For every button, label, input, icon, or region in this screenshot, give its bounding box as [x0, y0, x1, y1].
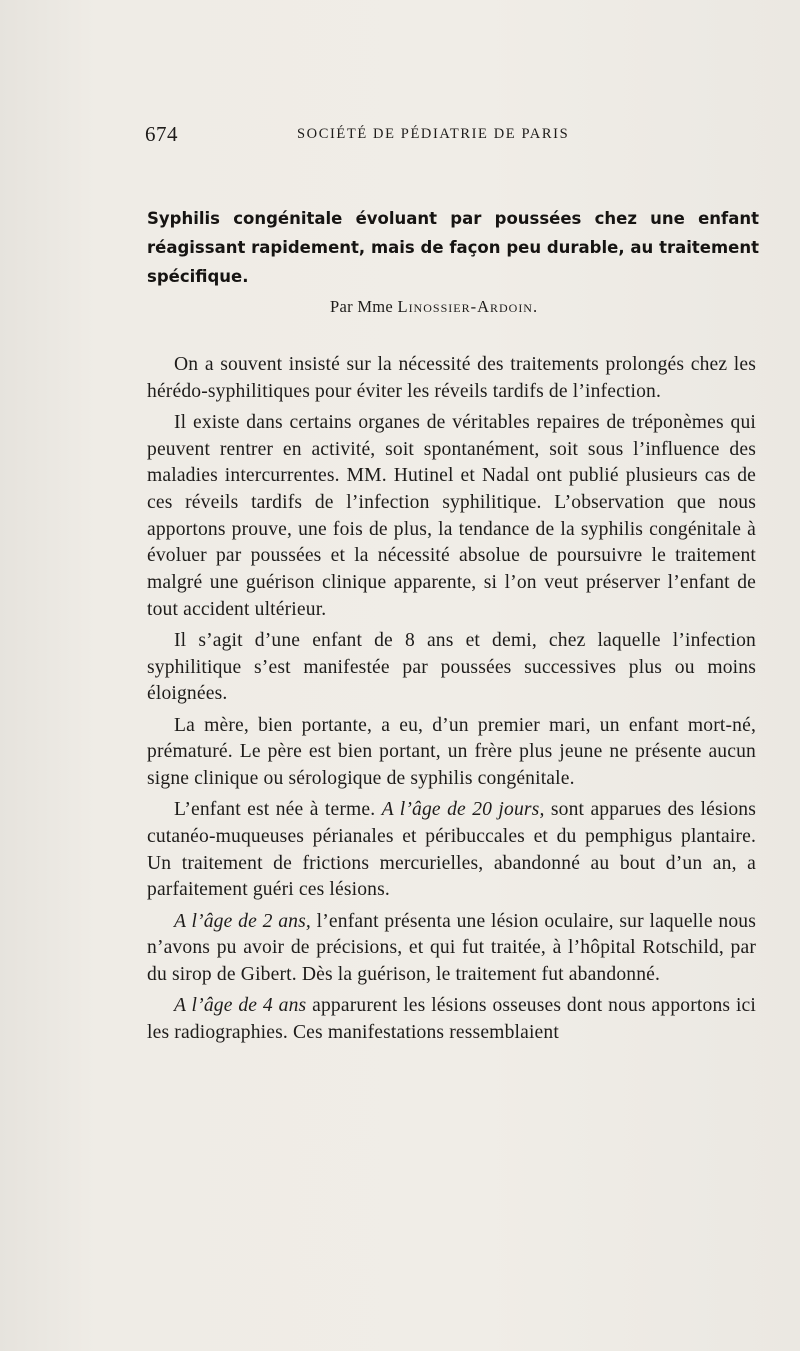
- paragraph-4: La mère, bien portante, a eu, d’un premier mari, un enfant mort-né, prématuré. Le père est bien portant, un frère plus jeune ne présente aucun signe clinique ou sérologique de syphilis congénitale.: [147, 714, 756, 790]
- paragraph-5-lead: L’enfant est née à terme.: [174, 799, 382, 821]
- paragraph-5-italic: A l’âge de 20 jours,: [381, 799, 545, 821]
- paragraph-7: [147, 993, 756, 1046]
- paragraph-2: Il existe dans certains organes de véritables repaires de tréponèmes qui peuvent rentrer en activité, soit spontanément, soit sous l’influence des maladies intercurrentes. MM. Hutinel et Nadal ont publié plusieurs cas de ces réveils tardifs de l’infection syphilitique. L’observation que nous apportons prouve, une fois de plus, la tendance de la syphilis congénitale à évoluer par poussées et la nécessité absolue de poursuivre le traitement malgré une guérison clinique apparente, si l’on veut préserver l’enfant de tout accident ultérieur.: [147, 411, 756, 620]
- running-head: SOCIÉTÉ DE PÉDIATRIE DE PARIS: [297, 126, 570, 142]
- page-header: [145, 122, 755, 152]
- author-name: Linossier-Ardoin: [397, 297, 533, 316]
- article-author: [330, 297, 537, 317]
- article-body: [147, 352, 756, 1051]
- article-title: Syphilis congénitale évoluant par poussées chez une enfant réagissant rapidement, mais de façon peu durable, au traitement spécifique.: [147, 209, 759, 286]
- paragraph-6: [147, 909, 756, 989]
- paragraph-1: On a souvent insisté sur la nécessité des traitements prolongés chez les hérédo-syphilitiques pour éviter les réveils tardifs de l’infection.: [147, 354, 756, 402]
- paragraph-7-italic: A l’âge de 4 ans: [174, 995, 307, 1017]
- paragraph-7-rest: apparurent les lésions osseuses dont nous apportons ici les radiographies. Ces manifestations ressemblaient: [147, 995, 756, 1043]
- page-number: 674: [145, 122, 178, 146]
- paragraph-6-italic: A l’âge de 2 ans,: [174, 910, 311, 932]
- paragraph-3: Il s’agit d’une enfant de 8 ans et demi, chez laquelle l’infection syphilitique s’est manifestée par poussées successives plus ou moins éloignées.: [147, 630, 756, 705]
- author-suffix: .: [532, 297, 538, 316]
- author-prefix: Par Mme: [330, 297, 398, 316]
- paragraph-6-rest: l’enfant présenta une lésion oculaire, sur laquelle nous n’avons pu avoir de précisions, et qui fut traitée, à l’hôpital Rotschild, par du sirop de Gibert. Dès la guérison, le traitement fut abandonné.: [147, 910, 756, 985]
- paragraph-5: [147, 797, 756, 904]
- paragraph-5-rest: sont apparues des lésions cutanéo-muqueuses périanales et péribuccales et du pemphigus plantaire. Un traitement de frictions mercurielles, abandonné au bout d’un an, a parfaitement guéri ces lésions.: [147, 799, 756, 901]
